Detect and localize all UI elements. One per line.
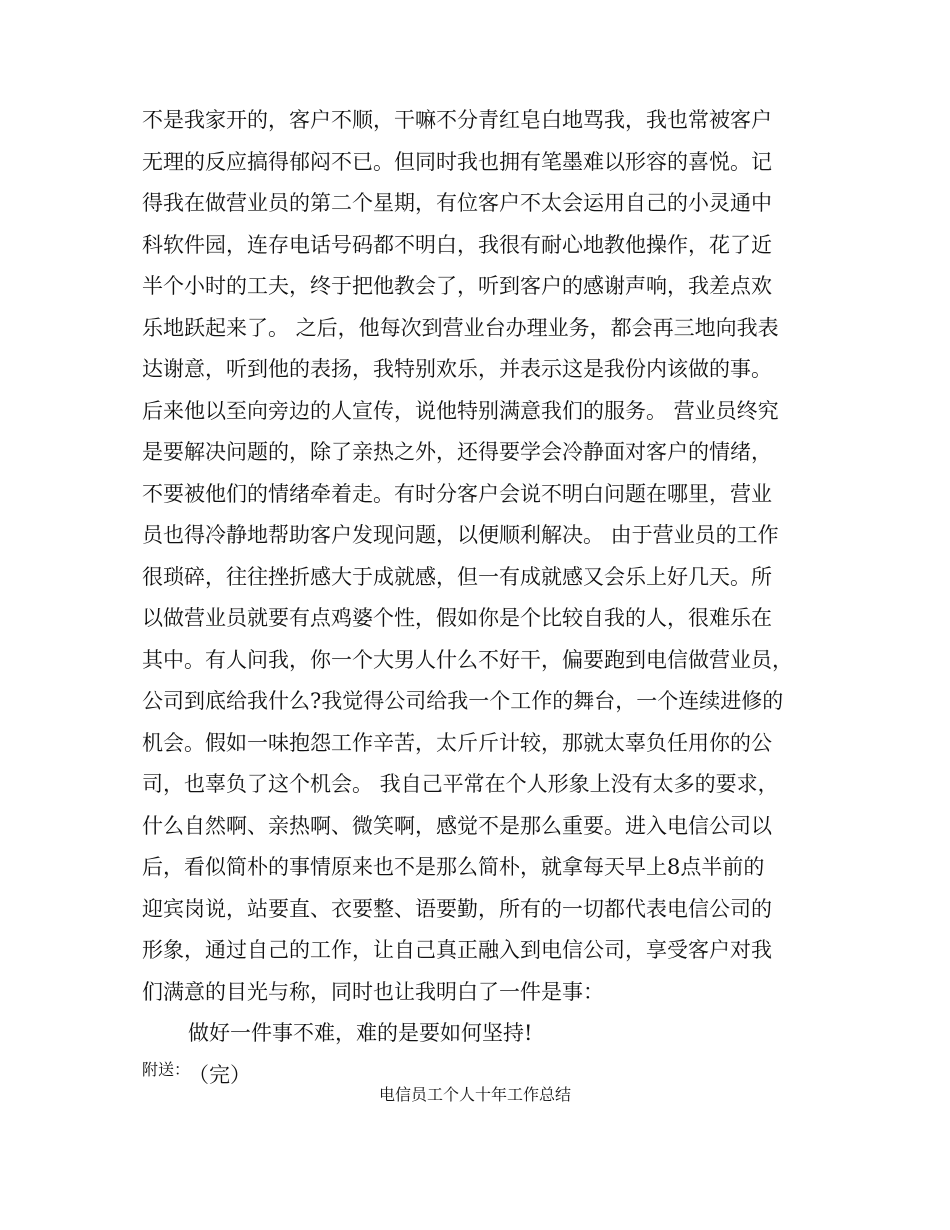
body-line: 是要解决问题的，除了亲热之外，还得要学会冷静面对客户的情绪， (142, 440, 772, 464)
appendix-title: 电信员工个人十年工作总结 (378, 1085, 571, 1104)
body-line: 司，也辜负了这个机会。 我自己平常在个人形象上没有太多的要求， (142, 772, 779, 796)
document-body (142, 100, 822, 1096)
body-line: 很琐碎，往往挫折感大于成就感，但一有成就感又会乐上好几天。所 (142, 564, 772, 589)
body-line: 不是我家开的，客户不顺，干嘛不分青红皂白地骂我，我也常被客户 (142, 108, 772, 132)
body-line: 们满意的目光与称，同时也让我明白了一件是事： (142, 979, 604, 1004)
body-line: 科软件园，连存电话号码都不明白，我很有耐心地教他操作，花了近 (142, 232, 772, 257)
body-line: 得我在做营业员的第二个星期，有位客户不太会运用自己的小灵通中 (142, 191, 772, 215)
closing-sentence: 做好一件事不难，难的是要如何坚持! (188, 1021, 533, 1045)
end-mark: （完） (188, 1062, 251, 1087)
body-line: 机会。假如一味抱怨工作辛苦，太斤斤计较，那就太辜负任用你的公 (142, 730, 772, 755)
body-line: 后来他以至向旁边的人宣传，说他特别满意我们的服务。 营业员终究 (142, 398, 779, 423)
body-line: 以做营业员就要有点鸡婆个性，假如你是个比较自我的人，很难乐在 (142, 606, 772, 630)
body-line: 后，看似简朴的事情原来也不是那么简朴，就拿每天早上8点半前的 (142, 855, 765, 879)
body-line: 达谢意，听到他的表扬，我特别欢乐，并表示这是我份内该做的事。 (142, 357, 772, 381)
body-line: 乐地跃起来了。 之后，他每次到营业台办理业务，都会再三地向我表 (142, 315, 779, 340)
body-line: 员也得冷静地帮助客户发现问题，以便顺利解决。 由于营业员的工作 (142, 523, 779, 547)
body-line: 形象，通过自己的工作，让自己真正融入到电信公司，享受客户对我 (142, 938, 772, 962)
body-line: 迎宾岗说，站要直、衣要整、语要勤，所有的一切都代表电信公司的 (142, 896, 772, 921)
body-line: 无理的反应搞得郁闷不已。但同时我也拥有笔墨难以形容的喜悦。记 (142, 149, 772, 174)
body-line: 什么自然啊、亲热啊、微笑啊，感觉不是那么重要。进入电信公司以 (142, 813, 772, 838)
body-line: 其中。有人问我，你一个大男人什么不好干，偏要跑到电信做营业员， (142, 647, 793, 672)
appendix-label: 附送： (142, 1060, 191, 1079)
body-line: 公司到底给我什么?我觉得公司给我一个工作的舞台，一个连续进修的 (142, 689, 784, 713)
body-line: 半个小时的工夫，终于把他教会了，听到客户的感谢声响，我差点欢 (142, 274, 772, 298)
body-line: 不要被他们的情绪牵着走。有时分客户会说不明白问题在哪里，营业 (142, 481, 772, 506)
